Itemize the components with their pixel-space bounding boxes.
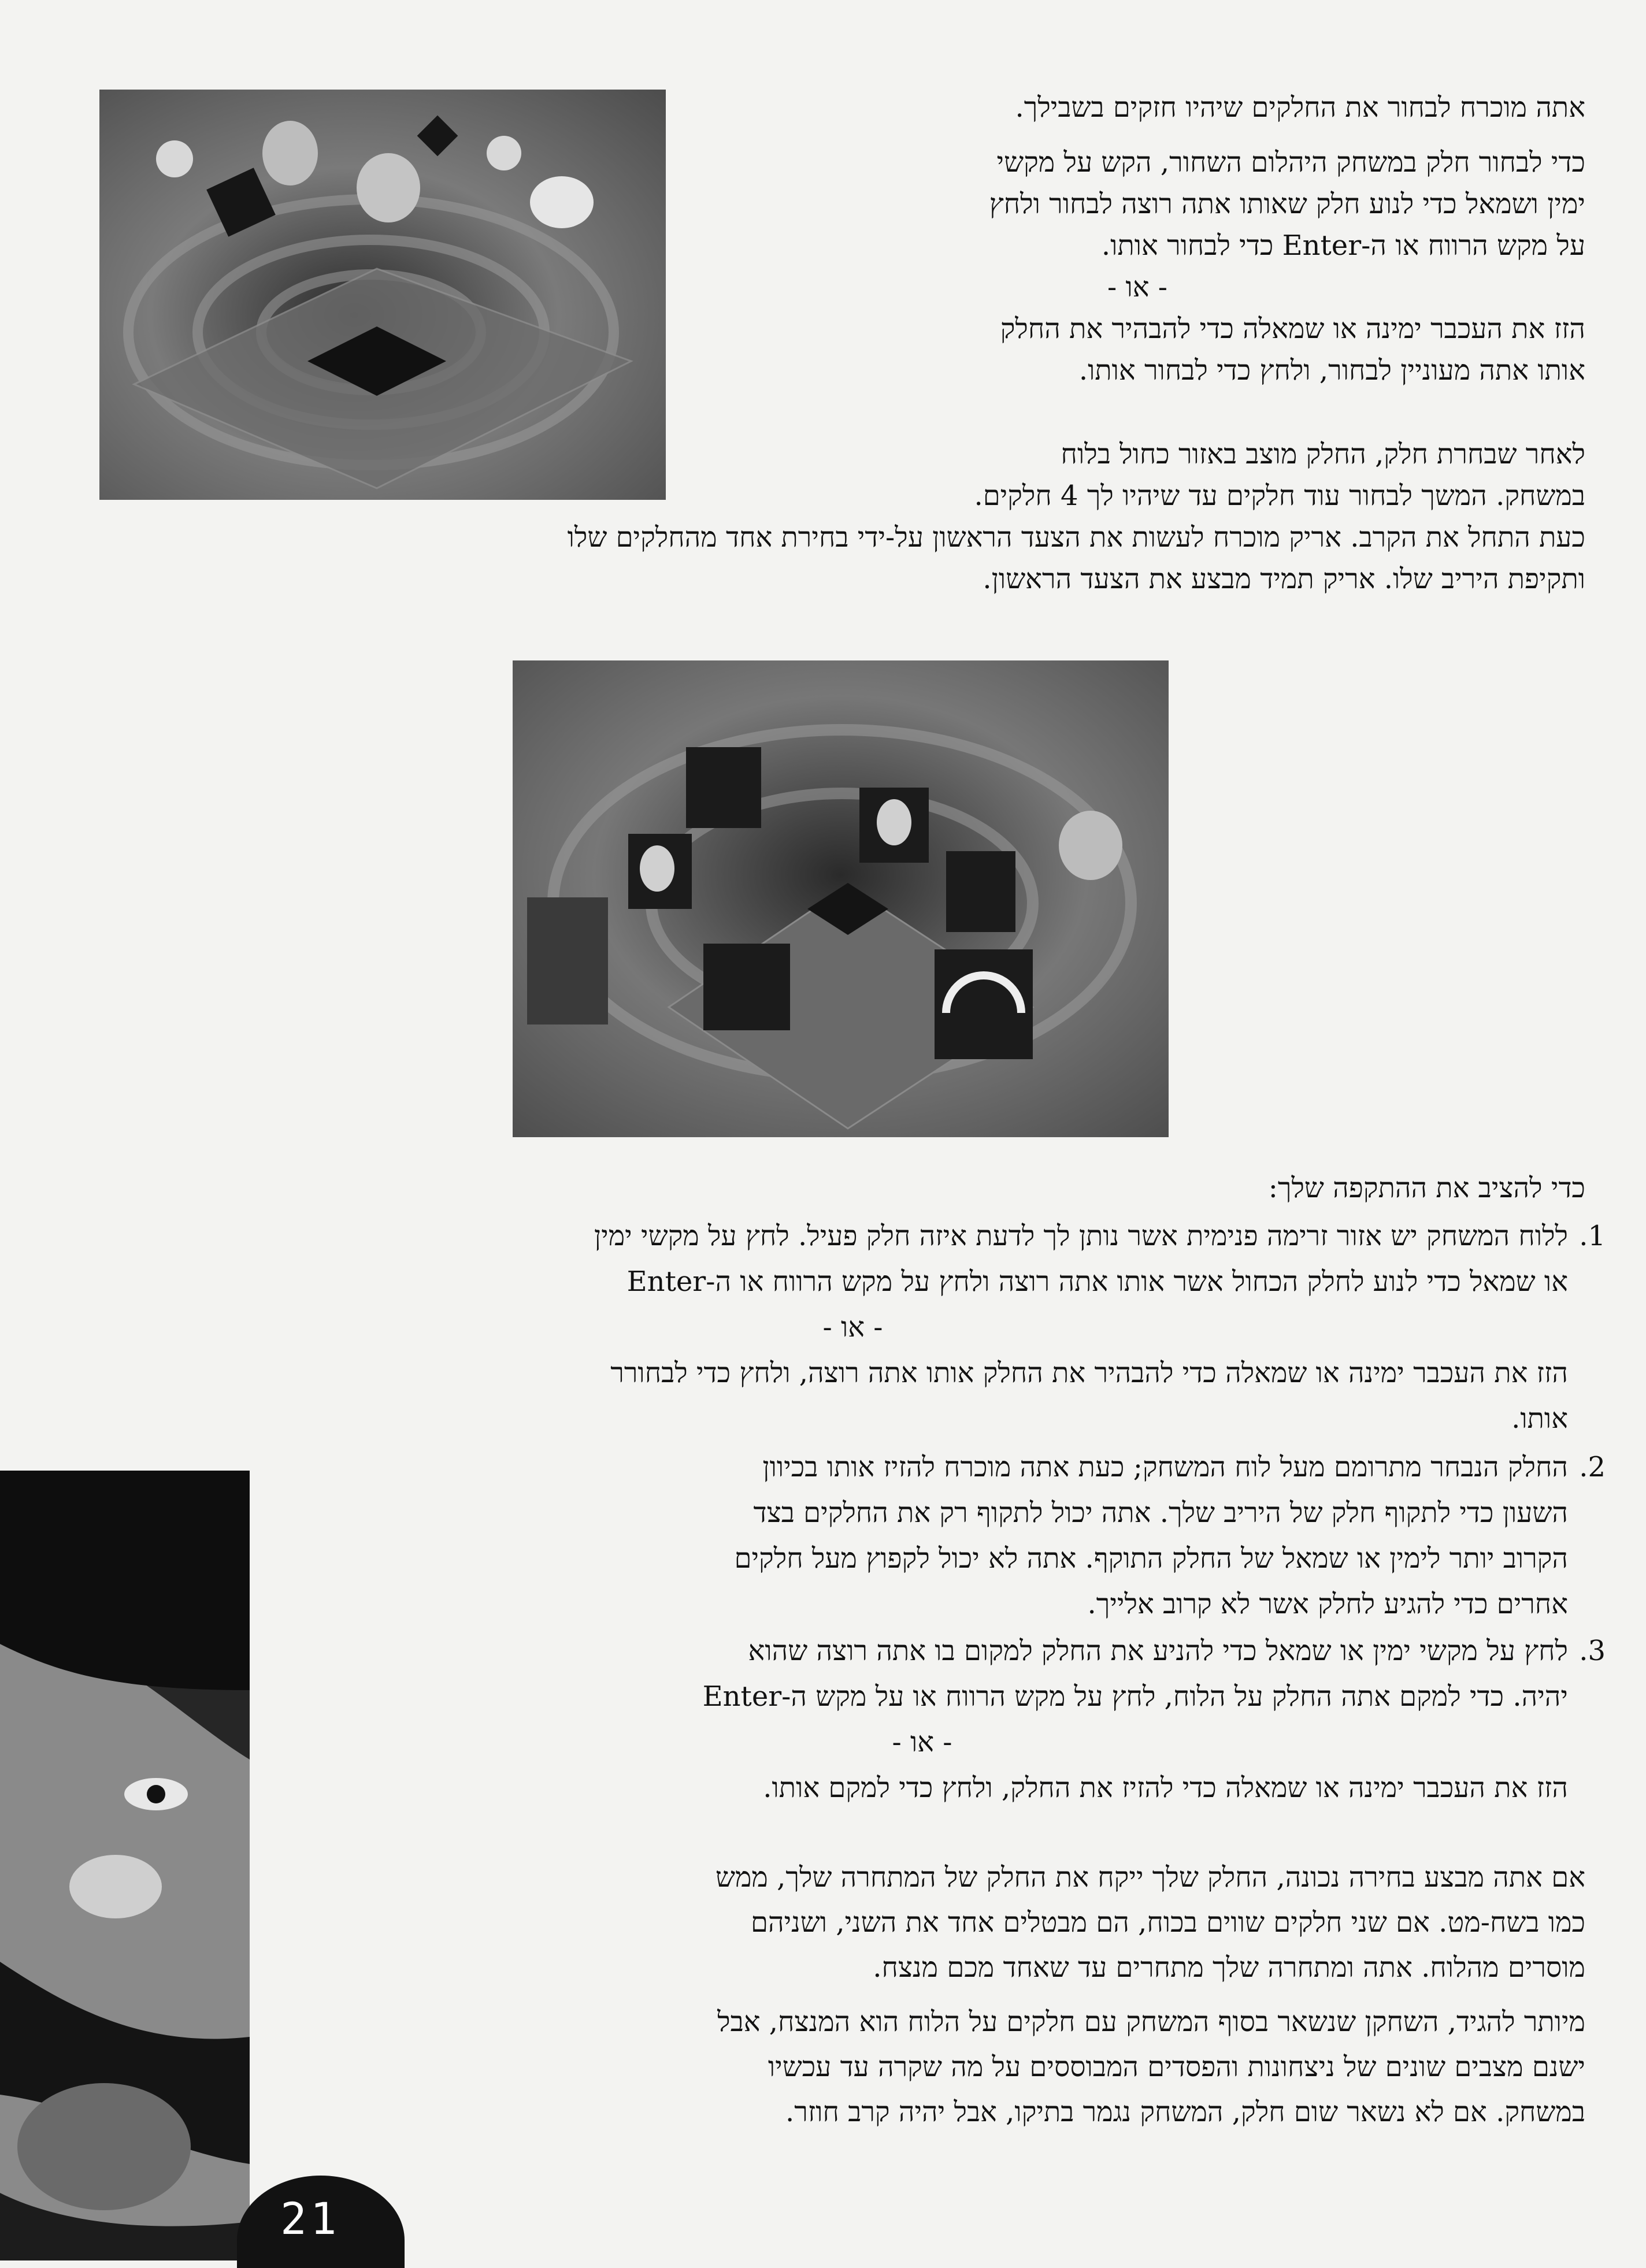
attack-heading: כדי להציב את ההתקפה שלך:: [1268, 1172, 1585, 1204]
result-paragraph-2: מיותר להגיד, השחקן שנשאר בסוף המשחק עם חלקים על הלוח הוא המנצח, אבל ישנם מצבים שונים של ניצחונות והפסדים המבוססים על מה שקרה עד עכשיו במשחק. אם לא נשאר שום חלק, המשחק נגמר בתיקו, אבל יהיה קרב חוזר.: [717, 2006, 1585, 2128]
list-item-3: 3. לחץ על מקשי ימין או שמאל כדי להניע את החלק למקום בו אתה רוצה שהוא יהיה. כדי למקם אתה החלק על הלוח, לחץ על מקש הרווח או על מקש ה-Enter - או - הזז את העכבר ימינה או שמאלה כדי להזיז את החלק, ולחץ כדי למקם אותו.: [276, 1628, 1606, 1811]
intro-paragraph-2: כדי לבחור חלק במשחק היהלום השחור, הקש על מקשי ימין ושמאל כדי לנוע חלק שאותו אתה רוצה לבחור ולחץ על מקש הרווח או ה-Enter כדי לבחור אותו. - או - הזז את העכבר ימינה או שמאלה כדי להבהיר את החלק אותו אתה מעוניין לבחור, ולחץ כדי לבחור אותו.: [689, 142, 1585, 391]
list-item-2: 2. החלק הנבחר מתרומם מעל לוח המשחק; כעת אתה מוכרח להזיז אותו בכיוון השעון כדי לתקוף חלק של היריב שלך. אתה יכול לתקוף רק את החלקים בצד הקרוב יותר לימין או שמאל של החלק התוקף. אתה לא יכול לקפוץ מעל חלקים אחרים כדי להגיע לחלק אשר לא קרוב אלייך.: [276, 1445, 1606, 1627]
intro-paragraph-4: לאחר שבחרת חלק, החלק מוצב באזור כחול בלוח במשחק. המשך לבחור עוד חלקים עד שיהיו לך 4 חלקים. כעת התחל את הקרב. אריק מוכרח לעשות את הצעד הראשון על-ידי בחירת אחד מהחלקים שלו ותקיפת היריב שלו. אריק תמיד מבצע את הצעד הראשון.: [567, 438, 1585, 595]
or-separator: - או -: [822, 1311, 883, 1343]
list-number: 3.: [1579, 1635, 1606, 1667]
result-paragraph-1: אם אתה מבצע בחירה נכונה, החלק שלך ייקח את החלק של המתחרה שלך, ממש כמו בשח-מט. אם שני חלקים שווים בכוח, הם מבטלים אחד את השני, ושניהם מוסרים מהלוח. אתה ומתחרה שלך מתחרים עד שאחד מכם מנצח.: [715, 1861, 1585, 1984]
character-face-image: [0, 1471, 250, 2260]
or-separator: - או -: [892, 1726, 952, 1758]
list-number: 2.: [1579, 1451, 1606, 1483]
list-number: 1.: [1579, 1220, 1606, 1252]
list-item-1: 1. ללוח המשחק יש אזור זרימה פנימית אשר נותן לך לדעת איזה חלק פעיל. לחץ על מקשי ימין או שמאל כדי לנוע לחלק הכחול אשר אותו אתה רוצה ולחץ על מקש הרווח או ה-Enter - או - הזז את העכבר ימינה או שמאלה כדי להבהיר את החלק אותו אתה רוצה, ולחץ כדי לבחורר אותו.: [138, 1213, 1606, 1442]
game-screenshot-board: [513, 660, 1169, 1137]
or-separator: - או -: [1107, 271, 1168, 303]
intro-paragraph-1: אתה מוכרח לבחור את החלקים שיהיו חזקים בשבילך.: [1015, 91, 1585, 124]
page-number: 21: [280, 2193, 340, 2244]
